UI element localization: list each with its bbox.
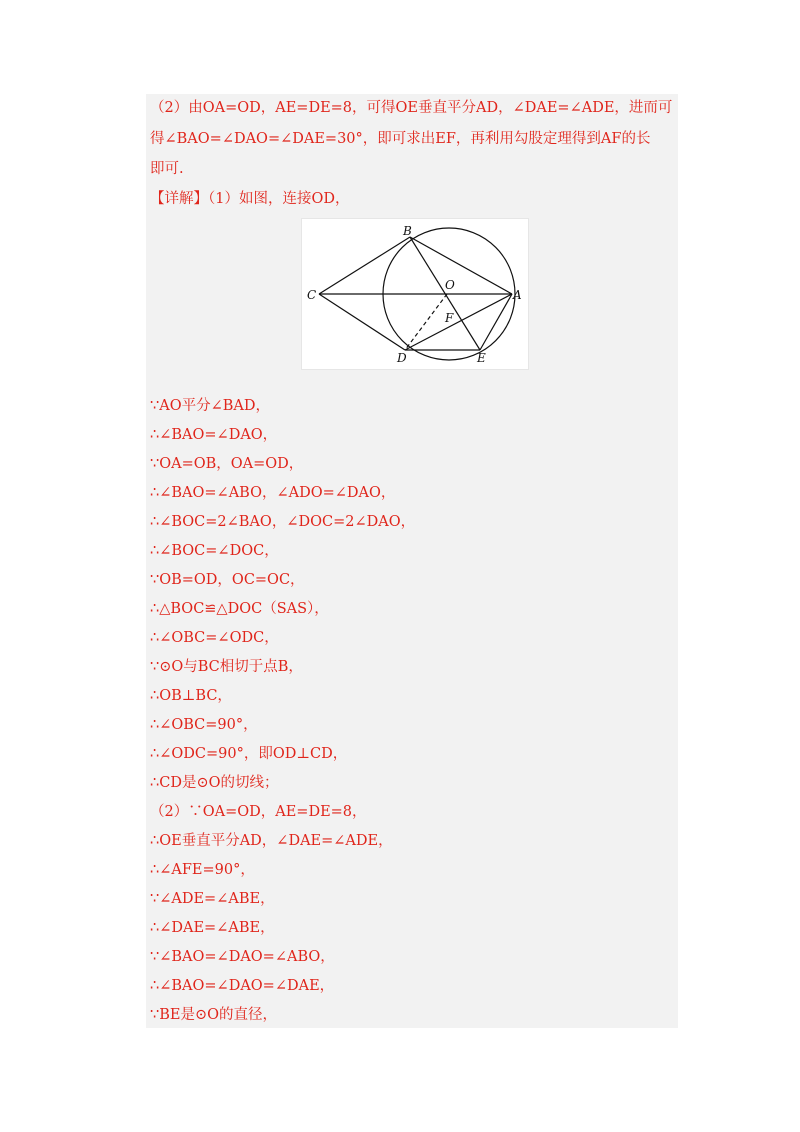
- text-line: ∴OE垂直平分AD，∠DAE=∠ADE，: [150, 833, 393, 849]
- label-a: A: [513, 288, 522, 302]
- text-line: ∴∠BAO=∠DAO=∠DAE，: [150, 978, 335, 994]
- text-line: ∵∠BAO=∠DAO=∠ABO，: [150, 949, 335, 965]
- text-line: ∴CD是⊙O的切线；: [150, 775, 279, 791]
- label-e: E: [477, 351, 486, 365]
- geometry-figure: [301, 218, 529, 370]
- text-line: ∴∠DAE=∠ABE，: [150, 920, 275, 936]
- text-line: ∴∠AFE=90°，: [150, 862, 255, 878]
- text-line: ∴∠ODC=90°，即OD⊥CD，: [150, 746, 348, 762]
- segment-cb: [319, 237, 410, 294]
- text-line: 即可.: [150, 161, 184, 177]
- text-line: ∴∠BOC=∠DOC，: [150, 543, 279, 559]
- label-d: D: [397, 351, 407, 365]
- label-c: C: [307, 288, 317, 302]
- text-line: ∵⊙O与BC相切于点B，: [150, 659, 303, 675]
- label-f: F: [445, 311, 454, 325]
- label-o: O: [445, 278, 455, 292]
- text-line: ∴OB⊥BC，: [150, 688, 232, 704]
- text-line: ∴∠BOC=2∠BAO，∠DOC=2∠DAO，: [150, 514, 416, 530]
- text-line: 【详解】（1）如图，连接OD，: [150, 191, 350, 207]
- text-line: （2）由OA=OD，AE=DE=8，可得OE垂直平分AD，∠DAE=∠ADE，进而可: [150, 100, 673, 116]
- text-line: （2）∵OA=OD，AE=DE=8，: [150, 804, 367, 820]
- text-line: 得∠BAO=∠DAO=∠DAE=30°，即可求出EF，再利用勾股定理得到AF的长: [150, 131, 651, 147]
- text-line: ∵OA=OB，OA=OD，: [150, 456, 304, 472]
- text-line: ∴∠BAO=∠ABO，∠ADO=∠DAO，: [150, 485, 396, 501]
- text-line: ∴∠OBC=90°，: [150, 717, 258, 733]
- text-line: ∵∠ADE=∠ABE，: [150, 891, 275, 907]
- text-line: ∴∠BAO=∠DAO，: [150, 427, 278, 443]
- text-line: ∴∠OBC=∠ODC，: [150, 630, 279, 646]
- label-b: B: [403, 224, 412, 238]
- text-line: ∴△BOC≌△DOC（SAS），: [150, 601, 329, 617]
- segment-od-dashed: [405, 294, 447, 350]
- text-line: ∵OB=OD，OC=OC，: [150, 572, 305, 588]
- segment-ba: [410, 237, 512, 294]
- circle-tangent-diagram: [302, 219, 528, 369]
- text-line: ∵AO平分∠BAD，: [150, 398, 270, 414]
- text-line: ∵BE是⊙O的直径，: [150, 1007, 278, 1023]
- segment-cd: [319, 294, 405, 350]
